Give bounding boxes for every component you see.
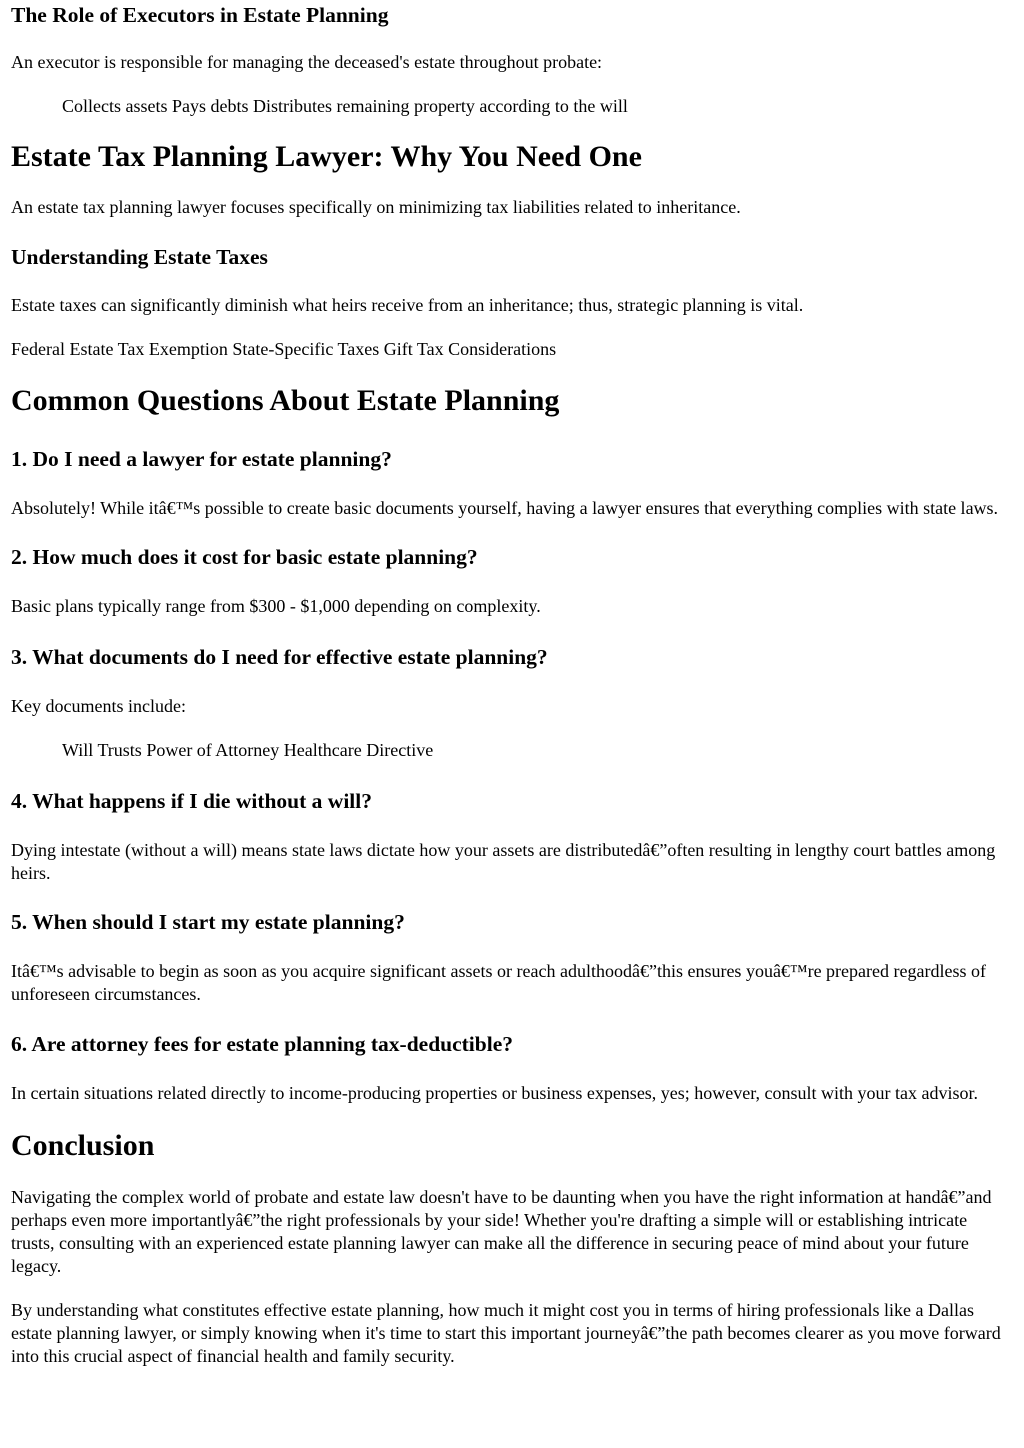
faq-question-4: 4. What happens if I die without a will? xyxy=(11,789,372,813)
faq-question-6: 6. Are attorney fees for estate planning tax-deductible? xyxy=(11,1032,514,1056)
section-heading-tax-lawyer: Estate Tax Planning Lawyer: Why You Need One xyxy=(11,140,642,173)
faq-question-2: 2. How much does it cost for basic estate planning? xyxy=(11,545,478,569)
faq-question-3: 3. What documents do I need for effective estate planning? xyxy=(11,645,548,669)
executors-duties-list: Collects assets Pays debts Distributes remaining property according to the will xyxy=(62,96,628,116)
faq-answer-1: Absolutely! While itâ€™s possible to create basic documents yourself, having a lawyer ensures that everything complies with state laws. xyxy=(11,498,999,518)
key-documents-list: Will Trusts Power of Attorney Healthcare Directive xyxy=(62,740,434,760)
faq-answer-2: Basic plans typically range from $300 - $1,000 depending on complexity. xyxy=(11,596,541,616)
faq-question-5: 5. When should I start my estate planning? xyxy=(11,910,405,934)
tax-lawyer-paragraph: An estate tax planning lawyer focuses specifically on minimizing tax liabilities related to inheritance. xyxy=(11,197,741,217)
article xyxy=(0,2,1024,1368)
executors-intro-paragraph: An executor is responsible for managing the deceased's estate throughout probate: xyxy=(11,52,603,72)
faq-answer-6: In certain situations related directly to income-producing properties or business expenses, yes; however, consult with your tax advisor. xyxy=(11,1083,979,1103)
faq-answer-5: Itâ€™s advisable to begin as soon as you acquire significant assets or reach adulthoodâ€”this ensures youâ€™re prepared regardless of unforeseen circumstances. xyxy=(11,961,986,1004)
faq-question-1: 1. Do I need a lawyer for estate planning? xyxy=(11,447,392,471)
conclusion-paragraph-1: Navigating the complex world of probate and estate law doesn't have to be daunting when you have the right information at handâ€”and perhaps even more importantlyâ€”the right professionals by your side! Whether you're drafting a simple will or establishing intricate trusts, consulting with an experienced estate planning lawyer can make all the difference in securing peace of mind about your future legacy. xyxy=(11,1187,992,1276)
conclusion-paragraph-2: By understanding what constitutes effective estate planning, how much it might cost you in terms of hiring professionals like a Dallas estate planning lawyer, or simply knowing when it's time to start this important journeyâ€”the path becomes clearer as you move forward into this crucial aspect of financial health and family security. xyxy=(11,1300,1001,1366)
section-heading-understanding-taxes: Understanding Estate Taxes xyxy=(11,245,268,269)
tax-topics-list: Federal Estate Tax Exemption State-Specific Taxes Gift Tax Considerations xyxy=(11,339,557,359)
understanding-taxes-paragraph: Estate taxes can significantly diminish what heirs receive from an inheritance; thus, strategic planning is vital. xyxy=(11,295,804,315)
faq-answer-4: Dying intestate (without a will) means state laws dictate how your assets are distributedâ€”often resulting in lengthy court battles among heirs. xyxy=(11,840,996,883)
section-heading-conclusion: Conclusion xyxy=(11,1129,155,1162)
section-heading-common-questions: Common Questions About Estate Planning xyxy=(11,384,560,417)
section-heading-executors: The Role of Executors in Estate Planning xyxy=(11,3,389,27)
faq-answer-3: Key documents include: xyxy=(11,696,186,716)
